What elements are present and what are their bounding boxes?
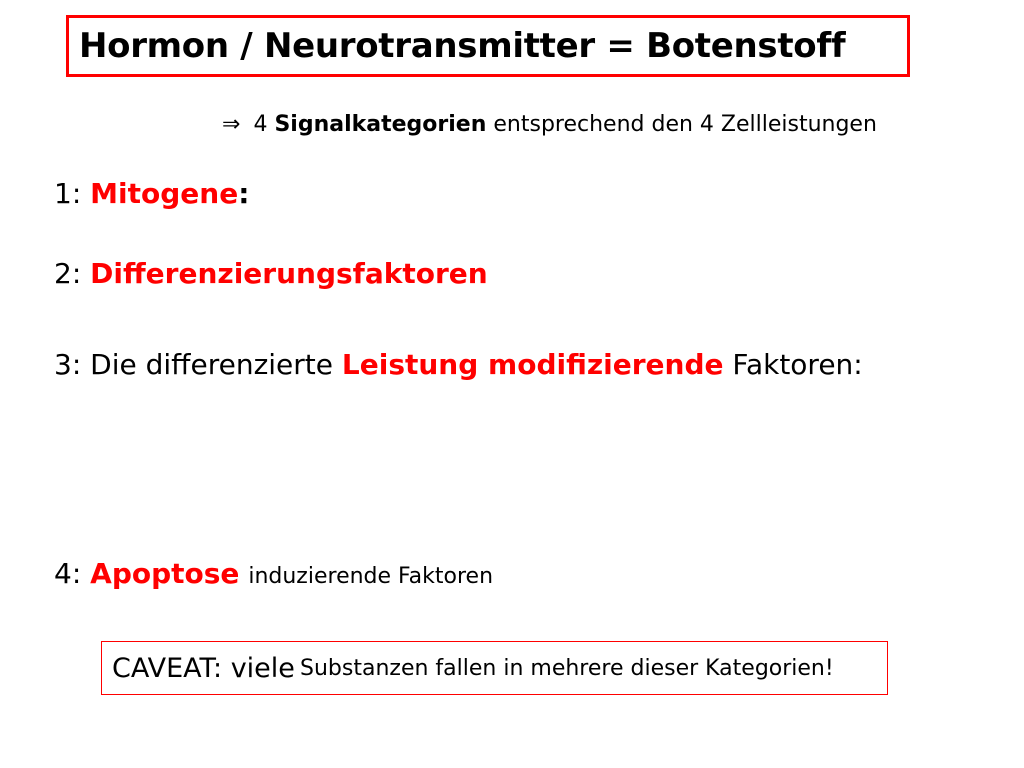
item-highlight: Mitogene bbox=[90, 177, 239, 210]
item-highlight: Apoptose bbox=[90, 557, 240, 590]
caveat-box bbox=[101, 641, 888, 695]
subtitle-line bbox=[222, 112, 877, 137]
item-colon: : bbox=[238, 177, 250, 210]
list-item-apoptose bbox=[54, 557, 493, 590]
subtitle-keyword: Signalkategorien bbox=[274, 112, 487, 137]
item-number: 2: bbox=[54, 257, 82, 290]
item-number: 4: bbox=[54, 557, 82, 590]
title-box bbox=[66, 15, 910, 77]
list-item-differenzierung bbox=[54, 257, 488, 290]
item-before: Die differenzierte bbox=[90, 348, 333, 381]
caveat-text: Substanzen fallen in mehrere dieser Kategorien! bbox=[300, 655, 834, 681]
list-item-leistung bbox=[54, 348, 863, 381]
item-number: 1: bbox=[54, 177, 82, 210]
item-after: induzierende Faktoren bbox=[248, 564, 494, 589]
item-highlight: Differenzierungsfaktoren bbox=[90, 257, 488, 290]
subtitle-prefix: 4 bbox=[253, 112, 268, 137]
list-item-mitogene bbox=[54, 177, 249, 210]
item-number: 3: bbox=[54, 348, 82, 381]
subtitle-suffix: entsprechend den 4 Zellleistungen bbox=[493, 112, 877, 137]
caveat-lead: CAVEAT: viele bbox=[112, 652, 295, 684]
slide-title: Hormon / Neurotransmitter = Botenstoff bbox=[79, 26, 846, 66]
implies-arrow-icon: ⇒ bbox=[222, 112, 241, 137]
item-highlight: Leistung modifizierende bbox=[341, 348, 724, 381]
item-after: Faktoren: bbox=[732, 348, 863, 381]
